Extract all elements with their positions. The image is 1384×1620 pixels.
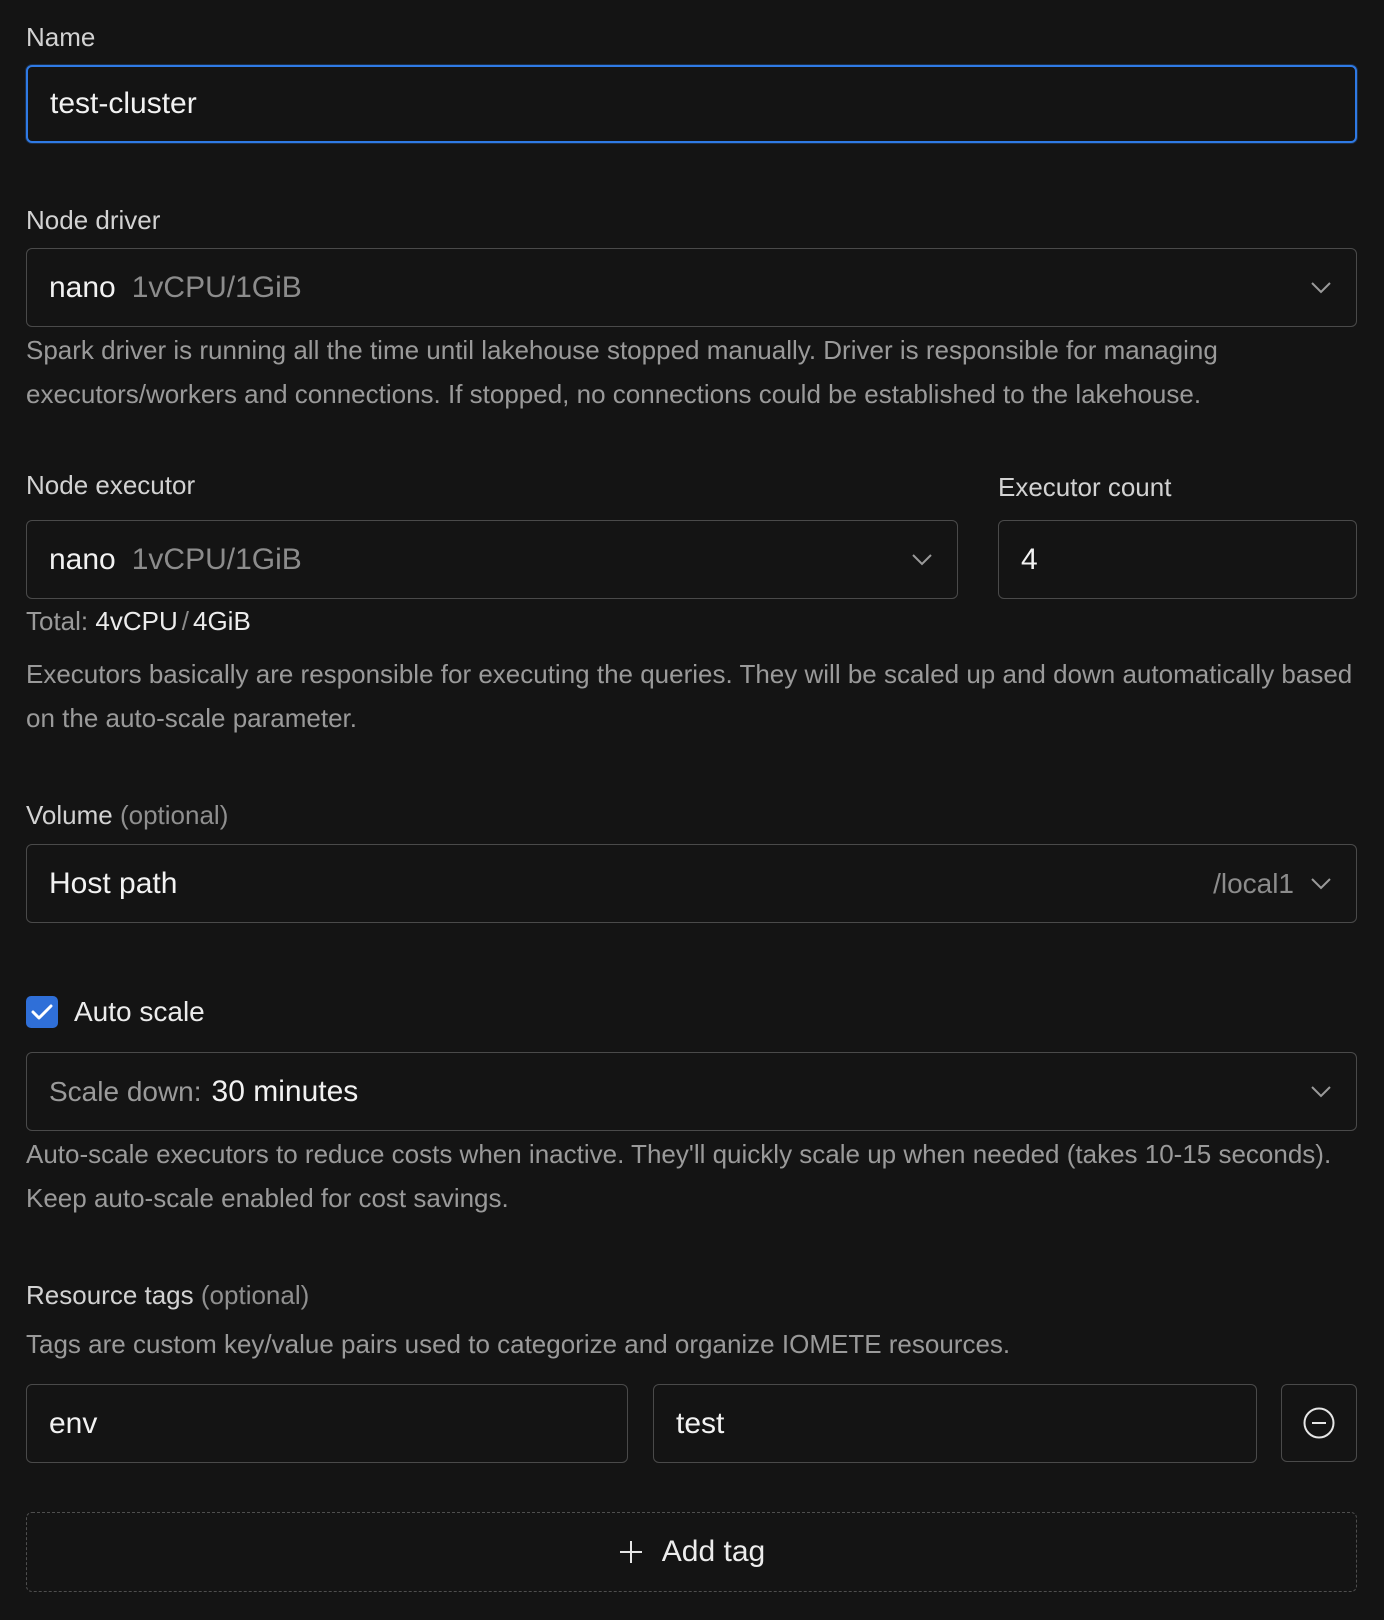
resource-tags-label-text: Resource tags [26,1280,194,1310]
executor-count-value: 4 [1021,542,1038,576]
scale-down-label: Scale down: [49,1075,202,1107]
tag-key-input[interactable] [26,1384,628,1463]
node-executor-help: Executors basically are responsible for executing the queries. They will be scaled up and down automatically based on the auto-scale parameter. [26,659,1353,733]
scale-down-value: 30 minutes [211,1074,359,1108]
add-tag-label: Add tag [661,1535,766,1568]
chevron-down-icon [909,547,935,573]
node-driver-select[interactable] [26,248,1357,327]
auto-scale-checkbox[interactable] [26,996,58,1028]
volume-label [26,800,228,830]
volume-select[interactable] [26,844,1357,923]
minus-circle-icon [1302,1406,1336,1440]
chevron-down-icon [1308,871,1334,897]
scale-down-select[interactable] [26,1052,1357,1131]
resource-tags-label [26,1280,309,1310]
node-driver-label: Node driver [26,205,161,235]
volume-optional: (optional) [119,800,229,830]
name-input-value: test-cluster [50,87,197,120]
executor-count-input[interactable] [998,520,1357,599]
node-executor-selected-name: nano [49,542,116,576]
tag-key-value: env [49,1406,98,1440]
volume-path: /local1 [1213,867,1294,899]
executor-total [26,603,251,639]
name-input[interactable] [26,65,1357,143]
resource-tags-optional: (optional) [200,1280,310,1310]
tag-value-input[interactable] [653,1384,1257,1463]
node-driver-help: Spark driver is running all the time until lakehouse stopped manually. Driver is responsible for managing executors/workers and connections. If stopped, no connections could be established to the lakehouse. [26,335,1218,409]
resource-tags-help: Tags are custom key/value pairs used to categorize and organize IOMETE resources. [26,1329,1011,1359]
total-mem: 4GiB [192,606,251,636]
node-executor-label: Node executor [26,470,196,500]
node-driver-selected-name: nano [49,270,116,304]
total-label: Total: [26,606,89,636]
executor-count-label: Executor count [998,472,1172,502]
plus-icon [618,1539,644,1565]
name-label: Name [26,22,96,52]
remove-tag-button[interactable] [1281,1384,1357,1462]
tag-value-value: test [676,1406,725,1440]
auto-scale-help: Auto-scale executors to reduce costs when inactive. They'll quickly scale up when needed (takes 10-15 seconds). Keep auto-scale enabled for cost savings. [26,1139,1332,1213]
total-separator: / [181,606,189,636]
chevron-down-icon [1308,275,1334,301]
volume-label-text: Volume [26,800,113,830]
auto-scale-label[interactable]: Auto scale [74,996,205,1027]
node-executor-select[interactable] [26,520,958,599]
check-icon [31,1003,53,1021]
add-tag-button[interactable] [26,1512,1357,1592]
chevron-down-icon [1308,1079,1334,1105]
volume-selected: Host path [49,866,178,900]
node-driver-selected-spec: 1vCPU/1GiB [131,270,302,304]
node-executor-selected-spec: 1vCPU/1GiB [131,542,302,576]
total-cpu: 4vCPU [95,606,178,636]
